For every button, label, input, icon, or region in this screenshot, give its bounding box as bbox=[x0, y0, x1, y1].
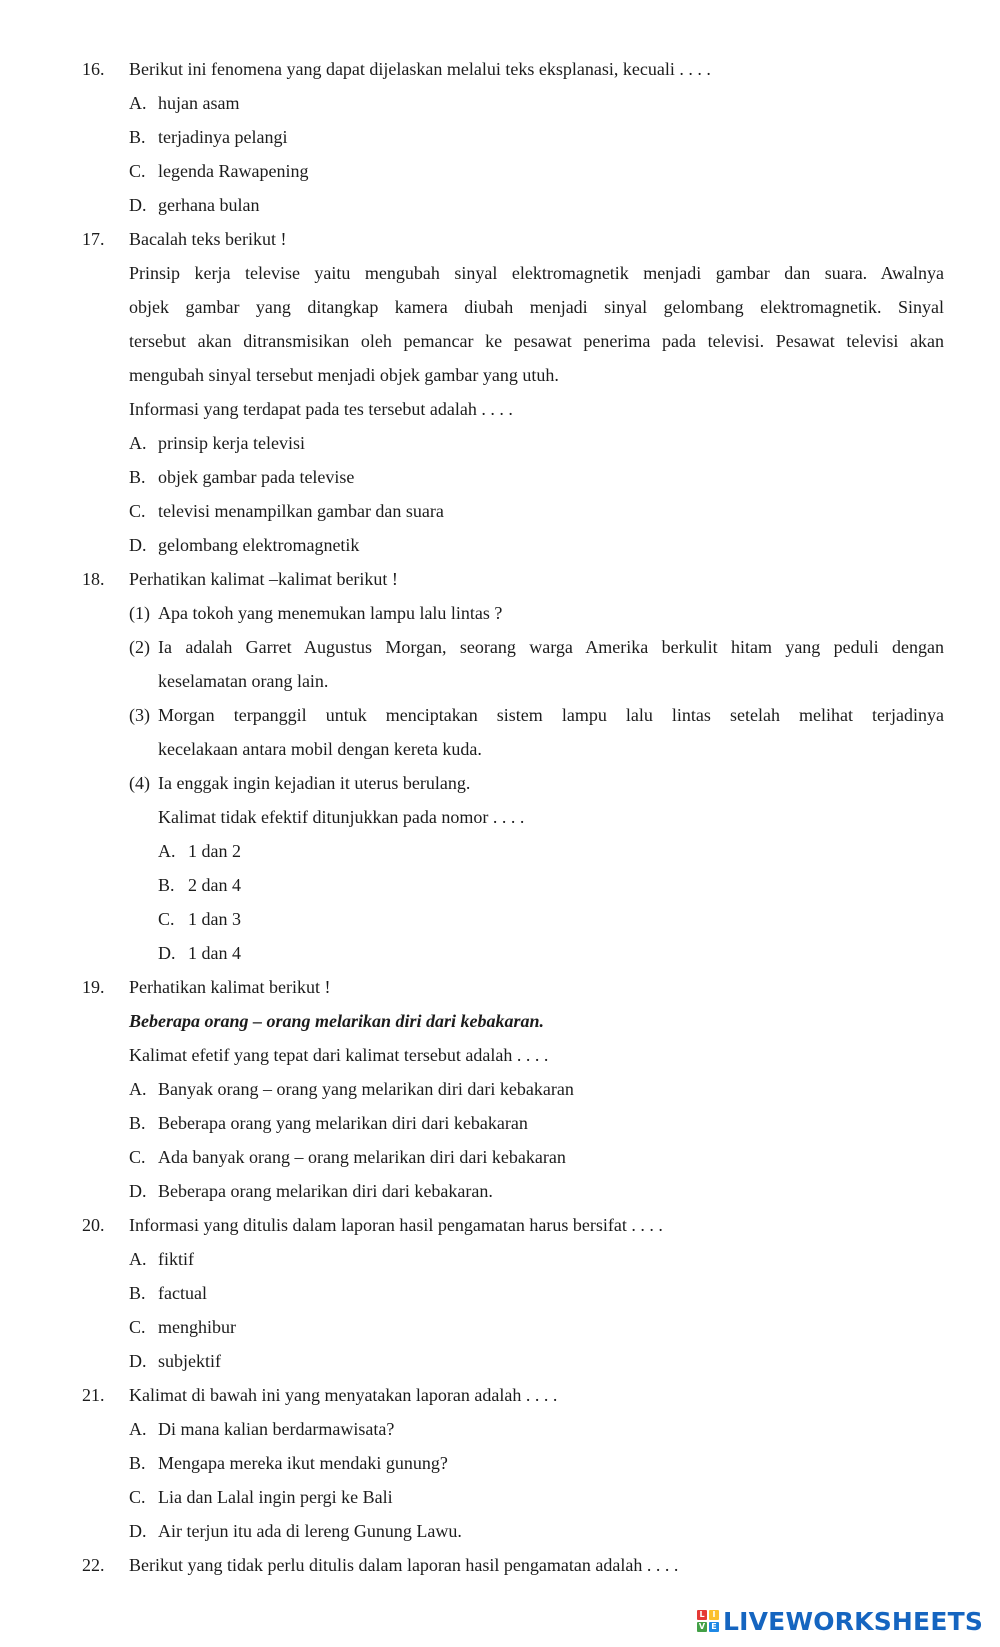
option-letter: C. bbox=[129, 1487, 146, 1507]
option-letter: C. bbox=[129, 161, 146, 181]
sentence-text: kecelakaan antara mobil dengan kereta kuda. bbox=[158, 739, 482, 759]
passage-line: objek gambar yang ditangkap kamera diubah menjadi sinyal gelombang elektromagnetik. Sinyal bbox=[129, 297, 944, 317]
option-text: televisi menampilkan gambar dan suara bbox=[158, 501, 444, 521]
sentence-text: Ia enggak ingin kejadian it uterus berulang. bbox=[158, 773, 471, 793]
question-number: 20. bbox=[82, 1215, 105, 1235]
liveworksheets-logo-icon bbox=[697, 1610, 719, 1632]
quoted-sentence: Beberapa orang – orang melarikan diri dari kebakaran. bbox=[129, 1011, 545, 1031]
passage-line: Prinsip kerja televise yaitu mengubah sinyal elektromagnetik menjadi gambar dan suara. Awalnya bbox=[129, 263, 944, 283]
option-letter: A. bbox=[129, 1249, 147, 1269]
option-text: fiktif bbox=[158, 1249, 194, 1269]
option-text: factual bbox=[158, 1283, 207, 1303]
option-text: menghibur bbox=[158, 1317, 236, 1337]
option-text: terjadinya pelangi bbox=[158, 127, 288, 147]
sentence-label: (3) bbox=[129, 705, 150, 725]
option-text: 1 dan 2 bbox=[188, 841, 241, 861]
option-letter: A. bbox=[129, 1079, 147, 1099]
question-stem: Perhatikan kalimat –kalimat berikut ! bbox=[129, 569, 398, 589]
question-stem: Informasi yang ditulis dalam laporan hasil pengamatan harus bersifat . . . . bbox=[129, 1215, 663, 1235]
option-letter: A. bbox=[129, 433, 147, 453]
option-letter: D. bbox=[129, 1351, 147, 1371]
option-letter: B. bbox=[129, 1283, 146, 1303]
option-text: Di mana kalian berdarmawisata? bbox=[158, 1419, 395, 1439]
option-letter: C. bbox=[158, 909, 175, 929]
option-letter: A. bbox=[129, 93, 147, 113]
option-text: Beberapa orang melarikan diri dari kebakaran. bbox=[158, 1181, 493, 1201]
question-number: 16. bbox=[82, 59, 105, 79]
question-prompt: Kalimat efetif yang tepat dari kalimat tersebut adalah . . . . bbox=[129, 1045, 549, 1065]
question-number: 18. bbox=[82, 569, 105, 589]
question-stem: Berikut ini fenomena yang dapat dijelaskan melalui teks eksplanasi, kecuali . . . . bbox=[129, 59, 711, 79]
sentence-text: Apa tokoh yang menemukan lampu lalu lintas ? bbox=[158, 603, 503, 623]
logo-mark-square: L bbox=[697, 1610, 707, 1620]
logo-mark-square: I bbox=[709, 1610, 719, 1620]
option-text: hujan asam bbox=[158, 93, 240, 113]
option-letter: A. bbox=[158, 841, 176, 861]
option-text: Mengapa mereka ikut mendaki gunung? bbox=[158, 1453, 448, 1473]
option-text: 2 dan 4 bbox=[188, 875, 241, 895]
option-letter: D. bbox=[129, 195, 147, 215]
option-text: gerhana bulan bbox=[158, 195, 260, 215]
sentence-label: (4) bbox=[129, 773, 150, 793]
question-number: 22. bbox=[82, 1555, 105, 1575]
question-number: 19. bbox=[82, 977, 105, 997]
option-letter: C. bbox=[129, 1147, 146, 1167]
option-letter: D. bbox=[129, 1521, 147, 1541]
option-text: Lia dan Lalal ingin pergi ke Bali bbox=[158, 1487, 393, 1507]
sentence-label: (2) bbox=[129, 637, 150, 657]
logo-mark-square: V bbox=[698, 1622, 706, 1631]
question-number: 17. bbox=[82, 229, 105, 249]
option-text: legenda Rawapening bbox=[158, 161, 309, 181]
sentence-text: Morgan terpanggil untuk menciptakan sistem lampu lalu lintas setelah melihat terjadinya bbox=[158, 705, 944, 725]
option-letter: B. bbox=[129, 467, 146, 487]
option-letter: B. bbox=[158, 875, 175, 895]
option-letter: B. bbox=[129, 1113, 146, 1133]
question-prompt: Informasi yang terdapat pada tes tersebut adalah . . . . bbox=[129, 399, 513, 419]
option-text: subjektif bbox=[158, 1351, 221, 1371]
option-letter: D. bbox=[129, 1181, 147, 1201]
passage-line: mengubah sinyal tersebut menjadi objek gambar yang utuh. bbox=[129, 365, 559, 385]
question-stem: Kalimat di bawah ini yang menyatakan laporan adalah . . . . bbox=[129, 1385, 558, 1405]
option-text: 1 dan 3 bbox=[188, 909, 241, 929]
option-text: prinsip kerja televisi bbox=[158, 433, 305, 453]
passage-line: tersebut akan ditransmisikan oleh pemancar ke pesawat penerima pada televisi. Pesawat televisi akan bbox=[129, 331, 944, 351]
option-letter: B. bbox=[129, 127, 146, 147]
option-text: objek gambar pada televise bbox=[158, 467, 355, 487]
question-number: 21. bbox=[82, 1385, 105, 1405]
option-letter: C. bbox=[129, 501, 146, 521]
question-stem: Perhatikan kalimat berikut ! bbox=[129, 977, 331, 997]
sentence-text: keselamatan orang lain. bbox=[158, 671, 329, 691]
logo-text: LIVEWORKSHEETS bbox=[723, 1606, 984, 1636]
option-letter: D. bbox=[158, 943, 176, 963]
question-stem: Berikut yang tidak perlu ditulis dalam laporan hasil pengamatan adalah . . . . bbox=[129, 1555, 679, 1575]
option-letter: B. bbox=[129, 1453, 146, 1473]
option-text: gelombang elektromagnetik bbox=[158, 535, 360, 555]
option-letter: D. bbox=[129, 535, 147, 555]
liveworksheets-logo[interactable] bbox=[697, 1604, 983, 1638]
option-letter: C. bbox=[129, 1317, 146, 1337]
logo-mark-square: E bbox=[709, 1622, 719, 1632]
option-text: Ada banyak orang – orang melarikan diri dari kebakaran bbox=[158, 1147, 566, 1167]
sentence-label: (1) bbox=[129, 603, 150, 623]
option-text: 1 dan 4 bbox=[188, 943, 241, 963]
option-text: Beberapa orang yang melarikan diri dari kebakaran bbox=[158, 1113, 528, 1133]
option-letter: A. bbox=[129, 1419, 147, 1439]
question-stem: Bacalah teks berikut ! bbox=[129, 229, 287, 249]
option-text: Banyak orang – orang yang melarikan diri dari kebakaran bbox=[158, 1079, 574, 1099]
option-text: Air terjun itu ada di lereng Gunung Lawu. bbox=[158, 1521, 462, 1541]
sentence-text: Ia adalah Garret Augustus Morgan, seorang warga Amerika berkulit hitam yang peduli dengan bbox=[158, 637, 944, 657]
question-prompt: Kalimat tidak efektif ditunjukkan pada nomor . . . . bbox=[158, 807, 525, 827]
